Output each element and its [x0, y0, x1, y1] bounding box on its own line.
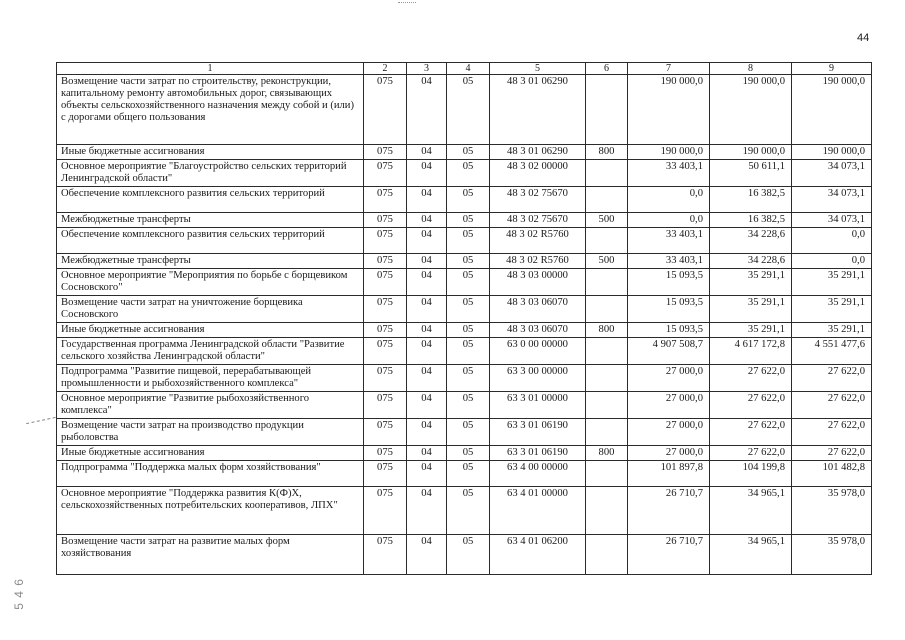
- ministry-code-cell: 075: [364, 228, 407, 254]
- expense-type-cell: 800: [586, 323, 628, 338]
- amount-year3-cell: 101 482,8: [792, 461, 872, 487]
- subsection-cell: 05: [447, 487, 490, 535]
- table-row: [57, 75, 872, 145]
- amount-year2-cell: 16 382,5: [710, 187, 792, 213]
- header-cell: 2: [364, 63, 407, 75]
- amount-year3-cell: 35 978,0: [792, 535, 872, 575]
- section-cell: 04: [407, 187, 447, 213]
- table-row: [57, 535, 872, 575]
- amount-year1-cell: 27 000,0: [628, 365, 710, 392]
- item-name-cell: Основное мероприятие "Мероприятия по борьбе с борщевиком Сосновского": [57, 269, 364, 296]
- amount-year2-cell: 16 382,5: [710, 213, 792, 228]
- section-cell: 04: [407, 365, 447, 392]
- section-cell: 04: [407, 75, 447, 145]
- expense-type-cell: [586, 487, 628, 535]
- pen-mark: [26, 417, 56, 425]
- amount-year2-cell: 34 228,6: [710, 228, 792, 254]
- amount-year3-cell: 0,0: [792, 254, 872, 269]
- expense-type-cell: [586, 187, 628, 213]
- amount-year1-cell: 33 403,1: [628, 254, 710, 269]
- subsection-cell: 05: [447, 228, 490, 254]
- expense-type-cell: [586, 392, 628, 419]
- amount-year2-cell: 27 622,0: [710, 446, 792, 461]
- target-article-cell: 63 3 01 06190: [490, 446, 586, 461]
- amount-year2-cell: 190 000,0: [710, 75, 792, 145]
- subsection-cell: 05: [447, 145, 490, 160]
- subsection-cell: 05: [447, 419, 490, 446]
- subsection-cell: 05: [447, 75, 490, 145]
- amount-year1-cell: 0,0: [628, 187, 710, 213]
- header-cell: 4: [447, 63, 490, 75]
- amount-year2-cell: 50 611,1: [710, 160, 792, 187]
- ministry-code-cell: 075: [364, 296, 407, 323]
- expense-type-cell: [586, 461, 628, 487]
- expense-type-cell: [586, 419, 628, 446]
- subsection-cell: 05: [447, 461, 490, 487]
- target-article-cell: 48 3 01 06290: [490, 145, 586, 160]
- subsection-cell: 05: [447, 446, 490, 461]
- table-row: [57, 160, 872, 187]
- subsection-cell: 05: [447, 187, 490, 213]
- amount-year2-cell: 34 965,1: [710, 487, 792, 535]
- amount-year1-cell: 33 403,1: [628, 228, 710, 254]
- table-row: [57, 228, 872, 254]
- subsection-cell: 05: [447, 160, 490, 187]
- amount-year1-cell: 190 000,0: [628, 145, 710, 160]
- amount-year2-cell: 27 622,0: [710, 365, 792, 392]
- table-row: [57, 269, 872, 296]
- amount-year3-cell: 35 291,1: [792, 269, 872, 296]
- item-name-cell: Межбюджетные трансферты: [57, 254, 364, 269]
- scan-smudge: [398, 2, 416, 5]
- amount-year2-cell: 35 291,1: [710, 269, 792, 296]
- subsection-cell: 05: [447, 213, 490, 228]
- amount-year3-cell: 4 551 477,6: [792, 338, 872, 365]
- item-name-cell: Основное мероприятие "Поддержка развития К(Ф)Х, сельскохозяйственных потребительских кооперативов, ЛПХ": [57, 487, 364, 535]
- table-row: [57, 419, 872, 446]
- section-cell: 04: [407, 338, 447, 365]
- subsection-cell: 05: [447, 323, 490, 338]
- amount-year3-cell: 34 073,1: [792, 213, 872, 228]
- target-article-cell: 48 3 03 06070: [490, 323, 586, 338]
- margin-stamp: 5 4 6: [12, 578, 26, 610]
- budget-table-container: [56, 62, 871, 575]
- amount-year3-cell: 27 622,0: [792, 419, 872, 446]
- amount-year2-cell: 35 291,1: [710, 296, 792, 323]
- expense-type-cell: 800: [586, 446, 628, 461]
- ministry-code-cell: 075: [364, 535, 407, 575]
- amount-year3-cell: 27 622,0: [792, 392, 872, 419]
- item-name-cell: Государственная программа Ленинградской области "Развитие сельского хозяйства Ленинградской области": [57, 338, 364, 365]
- header-cell: 3: [407, 63, 447, 75]
- table-row: [57, 365, 872, 392]
- table-row: [57, 323, 872, 338]
- amount-year2-cell: 35 291,1: [710, 323, 792, 338]
- table-row: [57, 338, 872, 365]
- target-article-cell: 48 3 03 06070: [490, 296, 586, 323]
- expense-type-cell: [586, 535, 628, 575]
- expense-type-cell: 800: [586, 145, 628, 160]
- header-cell: 7: [628, 63, 710, 75]
- amount-year1-cell: 4 907 508,7: [628, 338, 710, 365]
- section-cell: 04: [407, 461, 447, 487]
- ministry-code-cell: 075: [364, 392, 407, 419]
- subsection-cell: 05: [447, 392, 490, 419]
- item-name-cell: Иные бюджетные ассигнования: [57, 446, 364, 461]
- target-article-cell: 63 4 01 06200: [490, 535, 586, 575]
- amount-year1-cell: 101 897,8: [628, 461, 710, 487]
- amount-year2-cell: 27 622,0: [710, 419, 792, 446]
- item-name-cell: Основное мероприятие "Благоустройство сельских территорий Ленинградской области": [57, 160, 364, 187]
- expense-type-cell: [586, 228, 628, 254]
- amount-year3-cell: 190 000,0: [792, 145, 872, 160]
- ministry-code-cell: 075: [364, 461, 407, 487]
- header-row: [57, 63, 872, 75]
- table-row: [57, 145, 872, 160]
- ministry-code-cell: 075: [364, 75, 407, 145]
- item-name-cell: Подпрограмма "Поддержка малых форм хозяйствования": [57, 461, 364, 487]
- amount-year3-cell: 34 073,1: [792, 187, 872, 213]
- amount-year2-cell: 34 228,6: [710, 254, 792, 269]
- target-article-cell: 48 3 02 R5760: [490, 254, 586, 269]
- subsection-cell: 05: [447, 365, 490, 392]
- ministry-code-cell: 075: [364, 365, 407, 392]
- section-cell: 04: [407, 160, 447, 187]
- table-row: [57, 187, 872, 213]
- ministry-code-cell: 075: [364, 446, 407, 461]
- item-name-cell: Межбюджетные трансферты: [57, 213, 364, 228]
- amount-year2-cell: 4 617 172,8: [710, 338, 792, 365]
- section-cell: 04: [407, 419, 447, 446]
- expense-type-cell: [586, 338, 628, 365]
- amount-year1-cell: 27 000,0: [628, 419, 710, 446]
- item-name-cell: Подпрограмма "Развитие пищевой, перерабатывающей промышленности и рыбохозяйственного комплекса": [57, 365, 364, 392]
- amount-year1-cell: 26 710,7: [628, 535, 710, 575]
- subsection-cell: 05: [447, 535, 490, 575]
- ministry-code-cell: 075: [364, 269, 407, 296]
- subsection-cell: 05: [447, 269, 490, 296]
- target-article-cell: 63 4 00 00000: [490, 461, 586, 487]
- table-row: [57, 461, 872, 487]
- amount-year1-cell: 15 093,5: [628, 323, 710, 338]
- target-article-cell: 63 3 01 06190: [490, 419, 586, 446]
- amount-year1-cell: 27 000,0: [628, 446, 710, 461]
- header-cell: 5: [490, 63, 586, 75]
- section-cell: 04: [407, 269, 447, 296]
- ministry-code-cell: 075: [364, 160, 407, 187]
- item-name-cell: Обеспечение комплексного развития сельских территорий: [57, 187, 364, 213]
- header-cell: 8: [710, 63, 792, 75]
- amount-year3-cell: 27 622,0: [792, 446, 872, 461]
- amount-year1-cell: 27 000,0: [628, 392, 710, 419]
- expense-type-cell: [586, 75, 628, 145]
- item-name-cell: Иные бюджетные ассигнования: [57, 145, 364, 160]
- target-article-cell: 48 3 01 06290: [490, 75, 586, 145]
- amount-year3-cell: 0,0: [792, 228, 872, 254]
- ministry-code-cell: 075: [364, 419, 407, 446]
- amount-year1-cell: 0,0: [628, 213, 710, 228]
- budget-table: [56, 62, 872, 575]
- ministry-code-cell: 075: [364, 254, 407, 269]
- section-cell: 04: [407, 392, 447, 419]
- section-cell: 04: [407, 296, 447, 323]
- ministry-code-cell: 075: [364, 187, 407, 213]
- item-name-cell: Возмещение части затрат на уничтожение борщевика Сосновского: [57, 296, 364, 323]
- expense-type-cell: [586, 365, 628, 392]
- header-cell: 9: [792, 63, 872, 75]
- ministry-code-cell: 075: [364, 338, 407, 365]
- amount-year2-cell: 190 000,0: [710, 145, 792, 160]
- section-cell: 04: [407, 145, 447, 160]
- amount-year3-cell: 27 622,0: [792, 365, 872, 392]
- ministry-code-cell: 075: [364, 487, 407, 535]
- amount-year3-cell: 190 000,0: [792, 75, 872, 145]
- section-cell: 04: [407, 254, 447, 269]
- amount-year3-cell: 34 073,1: [792, 160, 872, 187]
- expense-type-cell: [586, 269, 628, 296]
- target-article-cell: 48 3 02 75670: [490, 213, 586, 228]
- amount-year2-cell: 27 622,0: [710, 392, 792, 419]
- table-row: [57, 446, 872, 461]
- section-cell: 04: [407, 487, 447, 535]
- subsection-cell: 05: [447, 254, 490, 269]
- table-row: [57, 296, 872, 323]
- item-name-cell: Основное мероприятие "Развитие рыбохозяйственного комплекса": [57, 392, 364, 419]
- section-cell: 04: [407, 446, 447, 461]
- item-name-cell: Возмещение части затрат на производство продукции рыболовства: [57, 419, 364, 446]
- table-row: [57, 254, 872, 269]
- target-article-cell: 48 3 02 00000: [490, 160, 586, 187]
- item-name-cell: Обеспечение комплексного развития сельских территорий: [57, 228, 364, 254]
- target-article-cell: 48 3 02 75670: [490, 187, 586, 213]
- subsection-cell: 05: [447, 338, 490, 365]
- amount-year2-cell: 34 965,1: [710, 535, 792, 575]
- section-cell: 04: [407, 213, 447, 228]
- expense-type-cell: 500: [586, 213, 628, 228]
- item-name-cell: Иные бюджетные ассигнования: [57, 323, 364, 338]
- expense-type-cell: 500: [586, 254, 628, 269]
- section-cell: 04: [407, 535, 447, 575]
- target-article-cell: 48 3 02 R5760: [490, 228, 586, 254]
- amount-year1-cell: 15 093,5: [628, 269, 710, 296]
- amount-year1-cell: 15 093,5: [628, 296, 710, 323]
- target-article-cell: 63 3 00 00000: [490, 365, 586, 392]
- section-cell: 04: [407, 228, 447, 254]
- table-row: [57, 213, 872, 228]
- header-cell: 6: [586, 63, 628, 75]
- page-number: 44: [857, 32, 870, 44]
- expense-type-cell: [586, 160, 628, 187]
- subsection-cell: 05: [447, 296, 490, 323]
- amount-year1-cell: 190 000,0: [628, 75, 710, 145]
- amount-year3-cell: 35 291,1: [792, 296, 872, 323]
- section-cell: 04: [407, 323, 447, 338]
- target-article-cell: 63 4 01 00000: [490, 487, 586, 535]
- item-name-cell: Возмещение части затрат по строительству, реконструкции, капитальному ремонту автомобильных дорог, связывающих объекты сельскохозяйственного назначения между собой и (или) с дорогами общего пользования: [57, 75, 364, 145]
- table-row: [57, 487, 872, 535]
- item-name-cell: Возмещение части затрат на развитие малых форм хозяйствования: [57, 535, 364, 575]
- ministry-code-cell: 075: [364, 145, 407, 160]
- amount-year3-cell: 35 291,1: [792, 323, 872, 338]
- ministry-code-cell: 075: [364, 213, 407, 228]
- target-article-cell: 48 3 03 00000: [490, 269, 586, 296]
- expense-type-cell: [586, 296, 628, 323]
- ministry-code-cell: 075: [364, 323, 407, 338]
- amount-year3-cell: 35 978,0: [792, 487, 872, 535]
- amount-year1-cell: 26 710,7: [628, 487, 710, 535]
- table-row: [57, 392, 872, 419]
- amount-year1-cell: 33 403,1: [628, 160, 710, 187]
- amount-year2-cell: 104 199,8: [710, 461, 792, 487]
- target-article-cell: 63 3 01 00000: [490, 392, 586, 419]
- header-cell: 1: [57, 63, 364, 75]
- target-article-cell: 63 0 00 00000: [490, 338, 586, 365]
